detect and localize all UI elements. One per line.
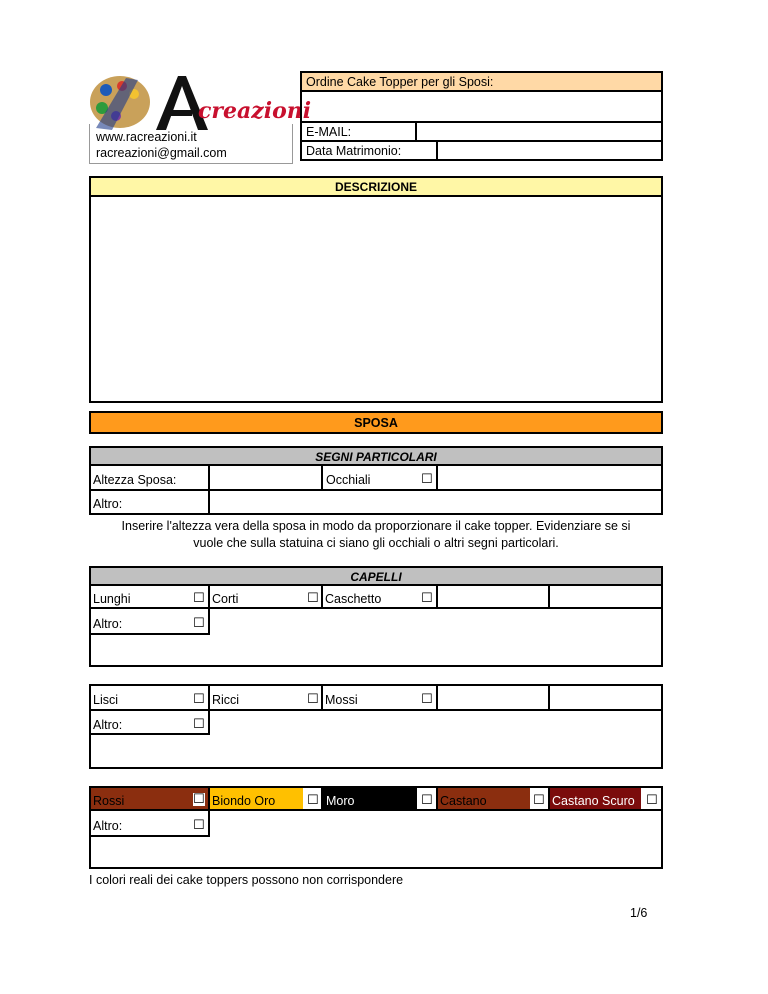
colore-checkbox-3[interactable]: ☐: [421, 793, 433, 808]
descrizione-textarea[interactable]: [89, 195, 663, 403]
logo-text: creazioni: [198, 98, 312, 124]
tipo-checkbox-2[interactable]: ☐: [307, 692, 319, 707]
website-text: www.racreazioni.it: [96, 130, 197, 144]
lunghezza-extra-field-1[interactable]: [436, 584, 550, 609]
segni-altro-field[interactable]: [208, 489, 663, 515]
colore-label-3: Moro: [326, 794, 355, 808]
lunghezza-altro-field[interactable]: [89, 607, 663, 667]
date-label-cell: [300, 140, 438, 161]
sposa-title: SPOSA: [354, 416, 398, 430]
tipo-extra-field-2[interactable]: [548, 684, 663, 711]
segni-title: SEGNI PARTICOLARI: [315, 450, 437, 464]
order-title: Ordine Cake Topper per gli Sposi:: [306, 75, 494, 89]
tipo-label-2: Ricci: [212, 693, 240, 707]
contact-box: [89, 124, 293, 164]
altezza-label: Altezza Sposa:: [93, 473, 177, 487]
lunghezza-label-3: Caschetto: [325, 592, 382, 606]
order-title-cell: [300, 71, 663, 92]
lunghezza-extra-field-2[interactable]: [548, 584, 663, 609]
descrizione-header: [89, 176, 663, 197]
tipo-checkbox-3[interactable]: ☐: [421, 692, 433, 707]
colore-label-1: Rossi: [93, 794, 125, 808]
colore-checkbox-4[interactable]: ☐: [533, 793, 545, 808]
tipo-altro-label: Altro:: [93, 718, 123, 732]
colore-option-2[interactable]: [208, 786, 323, 811]
lunghezza-option-1[interactable]: [89, 584, 210, 609]
colore-checkbox-2[interactable]: ☐: [307, 793, 319, 808]
tipo-extra-field-1[interactable]: [436, 684, 550, 711]
occhiali-checkbox[interactable]: ☐: [421, 472, 433, 487]
colore-option-1[interactable]: [89, 786, 210, 811]
lunghezza-checkbox-2[interactable]: ☐: [307, 591, 319, 606]
email-field[interactable]: [415, 121, 663, 142]
occhiali-label: Occhiali: [326, 473, 371, 487]
tipo-option-1[interactable]: [89, 684, 210, 711]
lunghezza-label-1: Lunghi: [93, 592, 131, 606]
colore-option-3[interactable]: [321, 786, 438, 811]
segni-altro-label: Altro:: [93, 497, 123, 511]
colore-checkbox-1[interactable]: ☐: [193, 792, 205, 807]
colore-label-4: Castano: [440, 794, 487, 808]
occhiali-cell: [321, 464, 438, 491]
tipo-label-1: Lisci: [93, 693, 119, 707]
lunghezza-option-3[interactable]: [321, 584, 438, 609]
altezza-label-cell: [89, 464, 210, 491]
date-field[interactable]: [436, 140, 663, 161]
capelli-title: CAPELLI: [350, 570, 402, 584]
descrizione-title: DESCRIZIONE: [334, 180, 417, 194]
lunghezza-label-2: Corti: [212, 592, 239, 606]
email-label-cell: [300, 121, 417, 142]
logo: [86, 72, 312, 132]
colore-checkbox-5[interactable]: ☐: [646, 793, 658, 808]
segni-altro-label-cell: [89, 489, 210, 515]
lunghezza-checkbox-3[interactable]: ☐: [421, 591, 433, 606]
page-number: 1/6: [630, 906, 648, 920]
tipo-altro-checkbox[interactable]: ☐: [193, 717, 205, 732]
colore-label-5: Castano Scuro: [552, 794, 635, 808]
colore-label-2: Biondo Oro: [212, 794, 276, 808]
tipo-checkbox-1[interactable]: ☐: [193, 692, 205, 707]
email-text: racreazioni@gmail.com: [96, 146, 227, 160]
colore-option-4[interactable]: [436, 786, 550, 811]
email-label: E-MAIL:: [306, 125, 352, 139]
lunghezza-altro-checkbox[interactable]: ☐: [193, 616, 205, 631]
occhiali-extra-field[interactable]: [436, 464, 663, 491]
date-label: Data Matrimonio:: [306, 144, 402, 158]
segni-note: Inserire l'altezza vera della sposa in modo da proporzionare il cake topper. Evidenziare se si vuole che sulla statuina ci siano gli occhiali o altri segni particolari.: [121, 519, 631, 550]
order-name-field[interactable]: [300, 90, 663, 123]
lunghezza-option-2[interactable]: [208, 584, 323, 609]
colore-altro-label: Altro:: [93, 819, 123, 833]
altezza-field[interactable]: [208, 464, 323, 491]
colore-option-5[interactable]: [548, 786, 663, 811]
lunghezza-checkbox-1[interactable]: ☐: [193, 591, 205, 606]
sposa-header: [89, 411, 663, 434]
colori-footnote: I colori reali dei cake toppers possono non corrispondere: [89, 873, 404, 887]
tipo-option-3[interactable]: [321, 684, 438, 711]
lunghezza-altro-label: Altro:: [93, 617, 123, 631]
tipo-option-2[interactable]: [208, 684, 323, 711]
tipo-label-3: Mossi: [325, 693, 358, 707]
tipo-altro-cell: [89, 709, 210, 735]
colore-altro-checkbox[interactable]: ☐: [193, 818, 205, 833]
colore-altro-cell: [89, 809, 210, 837]
segni-header: [89, 446, 663, 466]
capelli-header: [89, 566, 663, 586]
